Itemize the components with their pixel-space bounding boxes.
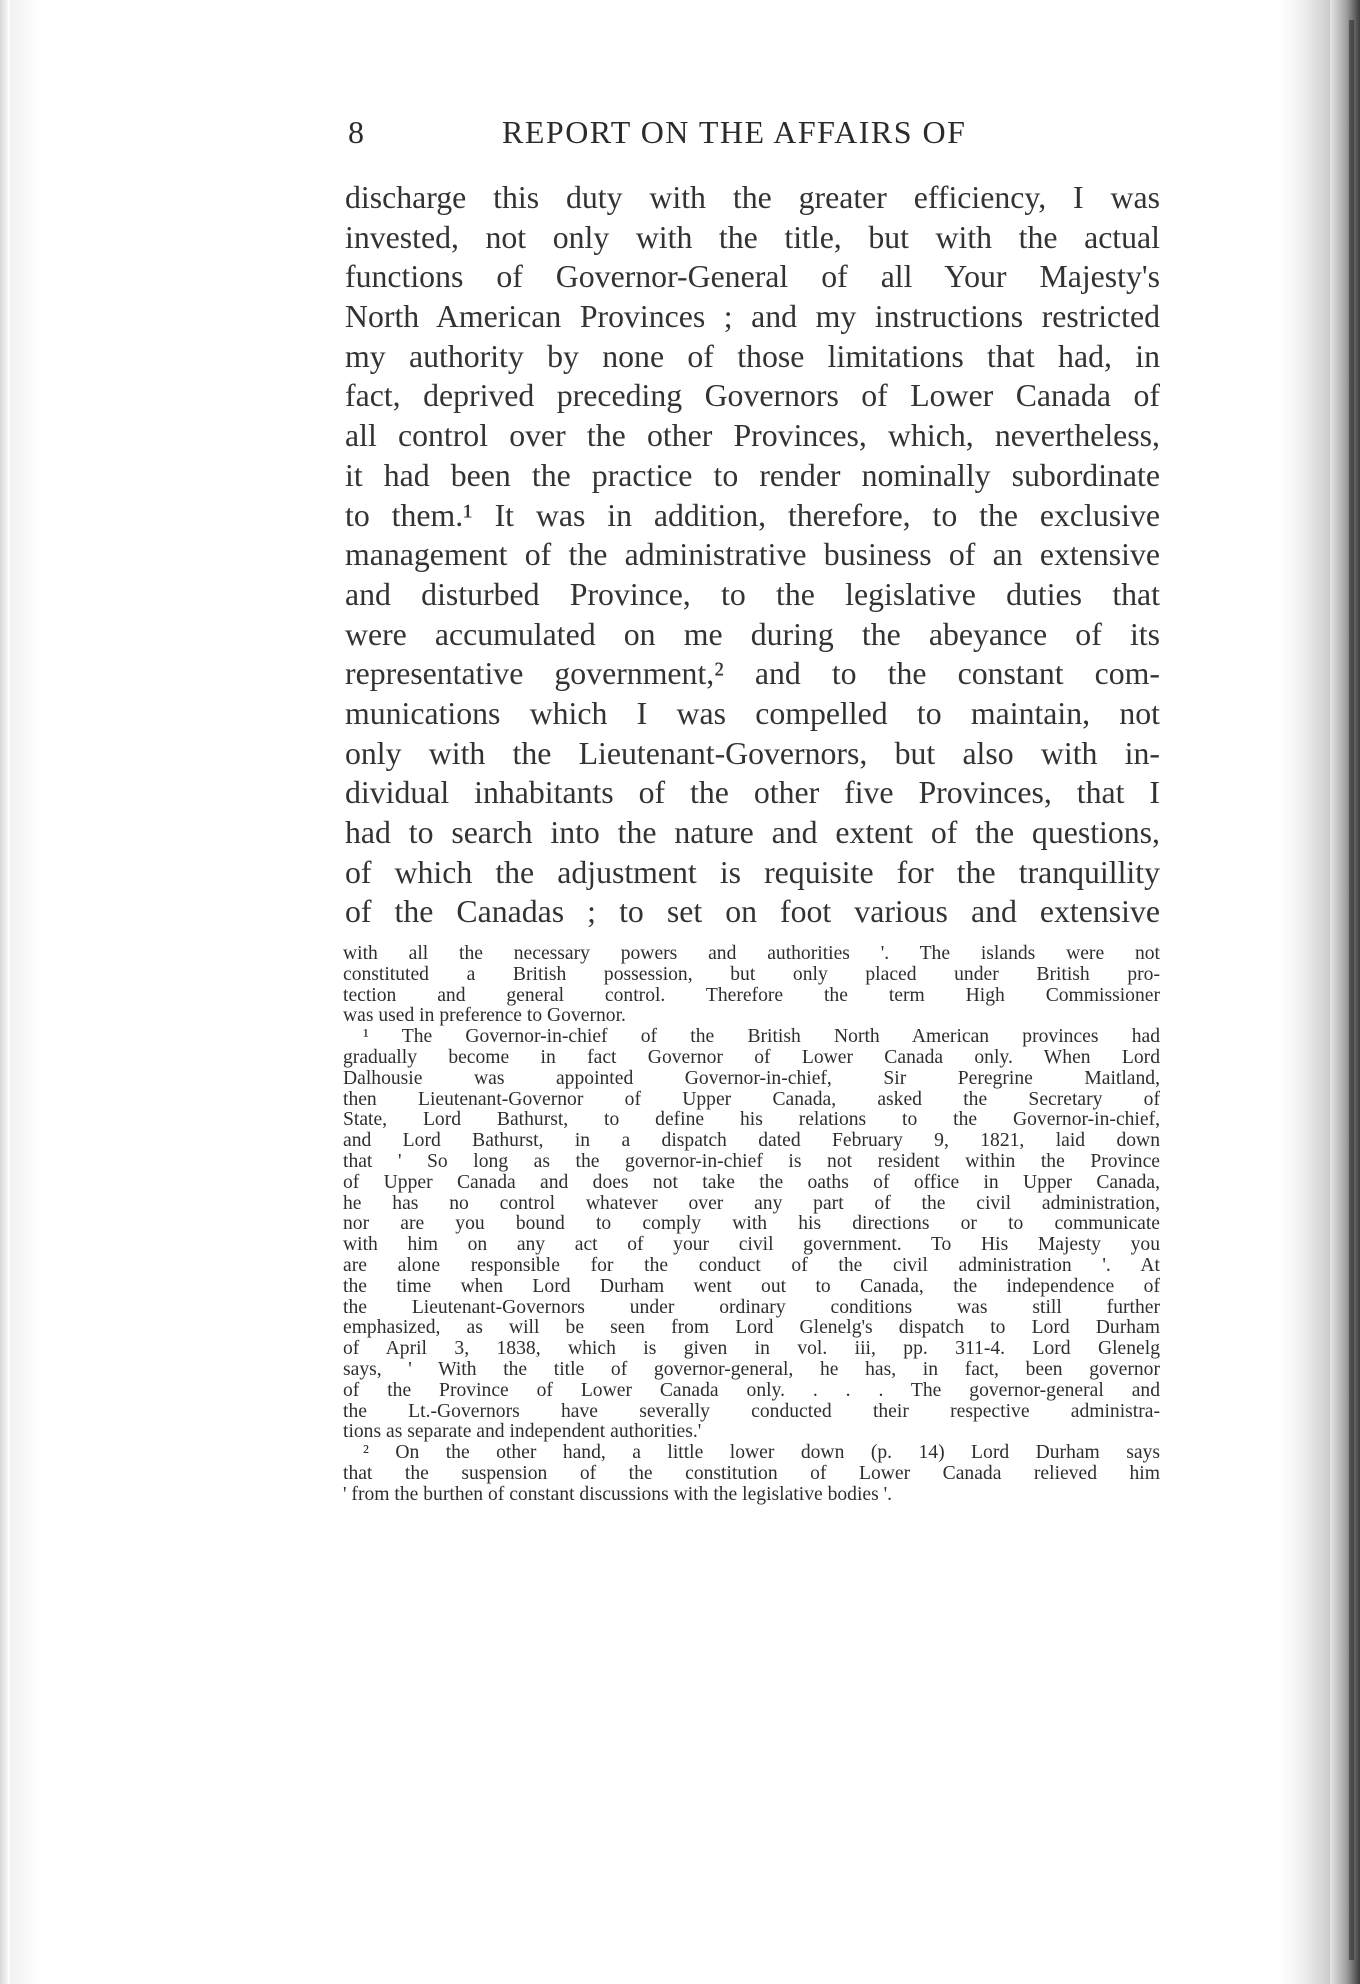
footnote-line: says, ' With the title of governor-general, he has, in fact, been governor: [343, 1358, 1160, 1380]
body-line: dividual inhabitants of the other five Provinces, that I: [345, 775, 1160, 811]
footnote-line: ² On the other hand, a little lower down (p. 14) Lord Durham says: [363, 1442, 1160, 1464]
footnote-line: gradually become in fact Governor of Lower Canada only. When Lord: [343, 1046, 1160, 1068]
footnote-line: State, Lord Bathurst, to define his relations to the Governor-in-chief,: [343, 1109, 1160, 1131]
body-line: only with the Lieutenant-Governors, but also with in-: [345, 735, 1160, 771]
footnote-line: of April 3, 1838, which is given in vol. iii, pp. 311-4. Lord Glenelg: [343, 1338, 1160, 1360]
body-line: munications which I was compelled to maintain, not: [345, 695, 1160, 731]
body-line: had to search into the nature and extent of the questions,: [345, 815, 1160, 850]
page-header: [348, 114, 1160, 158]
body-line: of the Canadas ; to set on foot various and extensive: [345, 894, 1160, 930]
body-line: invested, not only with the title, but with the actual: [345, 219, 1160, 255]
footnote-line: with all the necessary powers and authorities '. The islands were not: [343, 943, 1160, 964]
footnote-line: he has no control whatever over any part of the civil administration,: [343, 1192, 1160, 1214]
footnote-line: that ' So long as the governor-in-chief is not resident within the Province: [343, 1150, 1160, 1172]
left-page-edge: [0, 0, 10, 1984]
body-line: of which the adjustment is requisite for the tranquillity: [345, 854, 1160, 890]
footnote-line: the Lt.-Governors have severally conducted their respective administra-: [343, 1400, 1160, 1422]
footnote-line: nor are you bound to comply with his directions or to communicate: [343, 1213, 1160, 1235]
body-line: to them.¹ It was in addition, therefore, to the exclusive: [345, 497, 1160, 533]
body-line: my authority by none of those limitations that had, in: [345, 338, 1160, 374]
right-page-edge-shadow: [1330, 0, 1360, 1984]
body-line: fact, deprived preceding Governors of Lower Canada of: [345, 378, 1160, 414]
body-line: discharge this duty with the greater efficiency, I was: [345, 180, 1160, 215]
footnote-2: [343, 1443, 1160, 1505]
page-number: 8: [348, 114, 366, 150]
footnote-line: of the Province of Lower Canada only. . . . The governor-general and: [343, 1379, 1160, 1401]
footnote-line: emphasized, as will be seen from Lord Glenelg's dispatch to Lord Durham: [343, 1317, 1160, 1339]
footnote-line: Dalhousie was appointed Governor-in-chief, Sir Peregrine Maitland,: [343, 1067, 1160, 1089]
body-line: were accumulated on me during the abeyance of its: [345, 616, 1160, 652]
body-line: it had been the practice to render nominally subordinate: [345, 457, 1160, 493]
footnote-line: the Lieutenant-Governors under ordinary conditions was still further: [343, 1296, 1160, 1318]
footnote-line: was used in preference to Governor.: [343, 1005, 626, 1027]
footnote-line: ¹ The Governor-in-chief of the British North American provinces had: [363, 1026, 1160, 1048]
footnote-line: ' from the burthen of constant discussions with the legislative bodies '.: [343, 1483, 893, 1505]
footnote-line: and Lord Bathurst, in a dispatch dated February 9, 1821, laid down: [343, 1130, 1160, 1152]
body-line: representative government,² and to the constant com-: [345, 656, 1160, 692]
footnote-line: tection and general control. Therefore the term High Commissioner: [343, 984, 1160, 1006]
footnote-line: constituted a British possession, but only placed under British pro-: [343, 963, 1160, 985]
body-line: all control over the other Provinces, which, nevertheless,: [345, 418, 1160, 454]
footnote-line: with him on any act of your civil government. To His Majesty you: [343, 1234, 1160, 1256]
body-line: North American Provinces ; and my instructions restricted: [345, 299, 1160, 335]
footnotes: [343, 944, 1160, 1506]
footnote-line: the time when Lord Durham went out to Canada, the independence of: [343, 1275, 1160, 1297]
main-body-text: [345, 178, 1160, 932]
footnote-line: of Upper Canada and does not take the oaths of office in Upper Canada,: [343, 1171, 1160, 1193]
footnote-line: then Lieutenant-Governor of Upper Canada, asked the Secretary of: [343, 1088, 1160, 1110]
footnote-line: that the suspension of the constitution of Lower Canada relieved him: [343, 1462, 1160, 1484]
body-line: functions of Governor-General of all Your Majesty's: [345, 259, 1160, 295]
body-line: management of the administrative business of an extensive: [345, 537, 1160, 573]
footnote-line: are alone responsible for the conduct of the civil administration '. At: [343, 1254, 1160, 1276]
footnote-1: [343, 1027, 1160, 1443]
running-head: REPORT ON THE AFFAIRS OF: [502, 114, 967, 150]
footnote-line: tions as separate and independent authorities.': [343, 1421, 702, 1443]
footnote-continuation: [343, 944, 1160, 1027]
body-line: and disturbed Province, to the legislative duties that: [345, 576, 1160, 612]
